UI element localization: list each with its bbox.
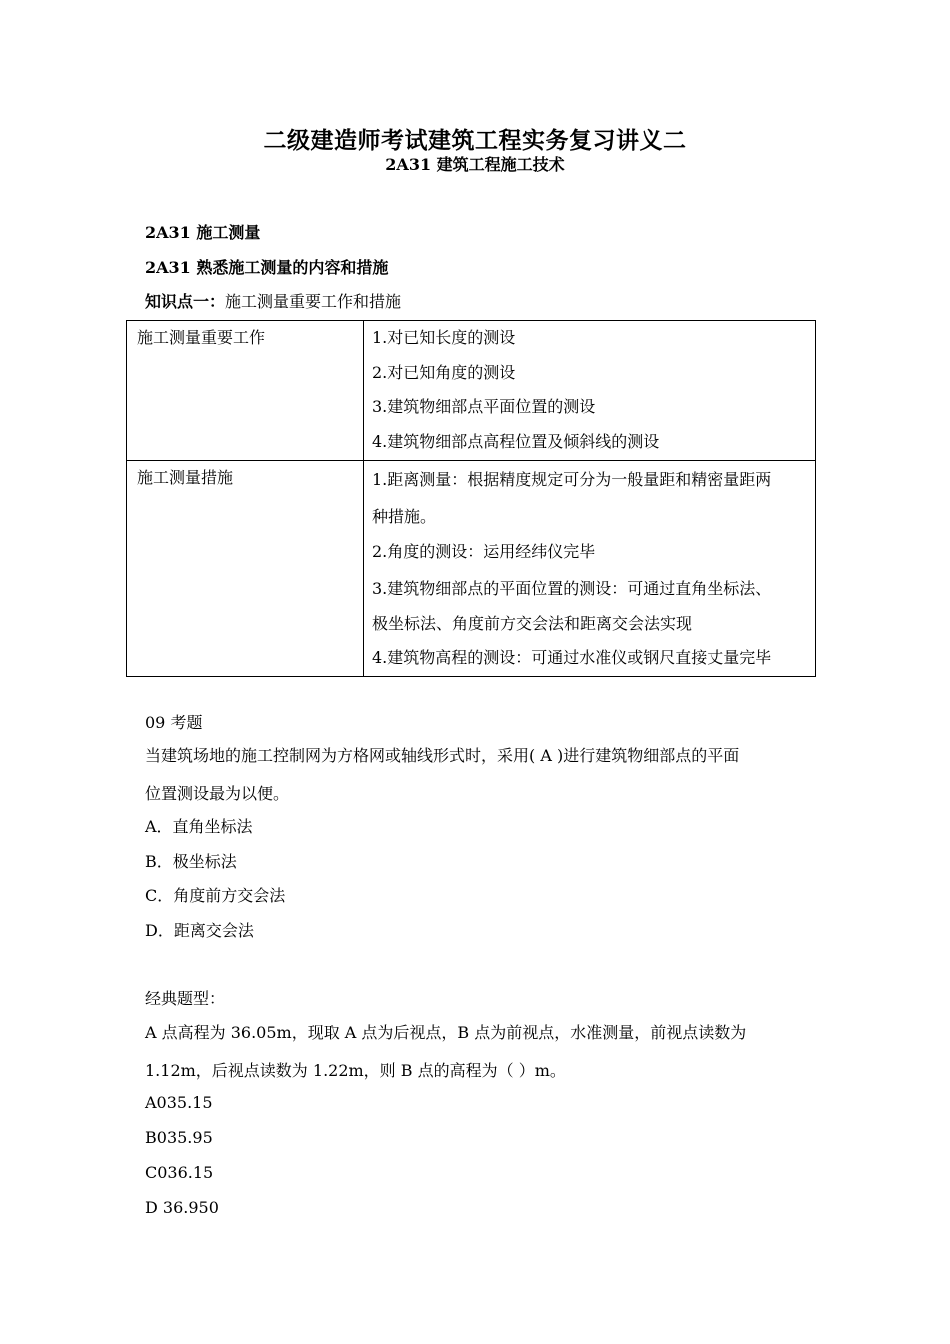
knowledge-point: [145, 289, 401, 312]
subsection-heading: 2A31 熟悉施工测量的内容和措施: [145, 258, 389, 277]
list-item: 3.建筑物细部点平面位置的测设: [372, 397, 596, 416]
exam-question-label: 09 考题: [145, 713, 203, 732]
document-title: 二级建造师考试建筑工程实务复习讲义二: [263, 127, 687, 154]
exam-option-a: A．直角坐标法: [145, 817, 253, 836]
document-subtitle: 2A31 建筑工程施工技术: [385, 155, 565, 174]
classic-option-b: B035.95: [145, 1128, 213, 1147]
exam-question-stem-line1: 当建筑场地的施工控制网为方格网或轴线形式时，采用( A )进行建筑物细部点的平面: [145, 746, 740, 765]
classic-option-d: D 36.950: [145, 1198, 219, 1217]
list-item: 2.对已知角度的测设: [372, 362, 516, 382]
table-row-header: 施工测量重要工作: [127, 321, 364, 461]
list-item: 种措施。: [372, 507, 437, 526]
table-row: [127, 461, 816, 677]
measurement-table: [126, 320, 816, 677]
classic-question-stem-line1: A 点高程为 36.05m，现取 A 点为后视点，B 点为前视点，水准测量，前视点读数为: [145, 1023, 747, 1042]
table-row-header: 施工测量措施: [127, 461, 364, 677]
knowledge-point-text: 施工测量重要工作和措施: [225, 292, 402, 311]
knowledge-point-label: 知识点一：: [145, 292, 226, 311]
exam-option-c: C．角度前方交会法: [145, 886, 286, 905]
classic-option-a: A035.15: [145, 1093, 213, 1112]
list-item: 4.建筑物高程的测设：可通过水准仪或钢尺直接丈量完毕: [372, 648, 772, 667]
classic-question-label: 经典题型：: [145, 989, 226, 1008]
section-heading: 2A31 施工测量: [145, 223, 261, 242]
table-row-content: [364, 321, 816, 461]
list-item: 1.对已知长度的测设: [372, 328, 516, 347]
exam-question-stem-line2: 位置测设最为以便。: [145, 784, 290, 803]
exam-option-b: B．极坐标法: [145, 852, 237, 871]
list-item: 1.距离测量：根据精度规定可分为一般量距和精密量距两: [372, 470, 772, 489]
exam-option-d: D．距离交会法: [145, 921, 254, 940]
list-item: 极坐标法、角度前方交会法和距离交会法实现: [372, 613, 693, 633]
classic-question-stem-line2: 1.12m，后视点读数为 1.22m，则 B 点的高程为（ ）m。: [145, 1061, 566, 1080]
table-row-content: [364, 461, 816, 677]
list-item: 4.建筑物细部点高程位置及倾斜线的测设: [372, 431, 660, 451]
table-row: [127, 321, 816, 461]
list-item: 2.角度的测设：运用经纬仪完毕: [372, 542, 596, 561]
list-item: 3.建筑物细部点的平面位置的测设：可通过直角坐标法、: [372, 578, 772, 598]
classic-option-c: C036.15: [145, 1163, 214, 1182]
